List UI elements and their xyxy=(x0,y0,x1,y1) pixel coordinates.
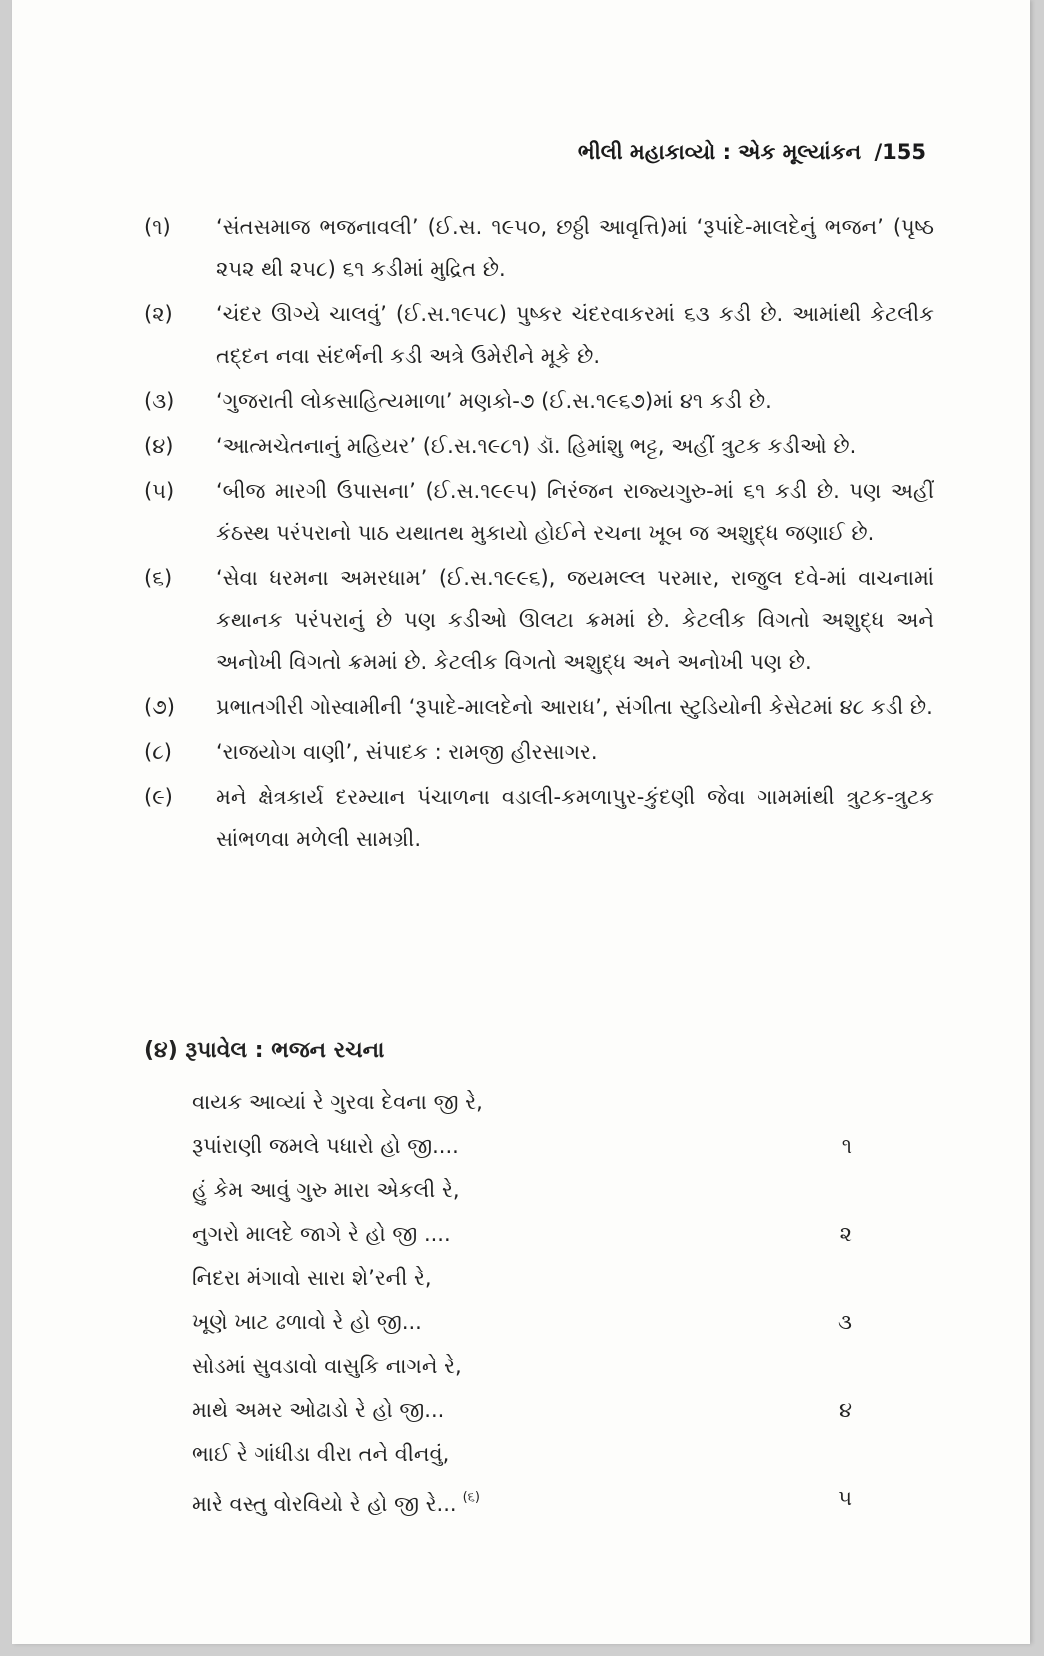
reference-text: મને ક્ષેત્રકાર્ય દરમ્યાન પંચાળના વડાલી-કમળાપુર-કુંદણી જેવા ગામમાંથી ત્રુટક-ત્રુટક સાંભળવા મળેલી સામગ્રી. xyxy=(216,785,934,851)
verse-text: રૂપાંરાણી જમલે પધારો હો જી.... xyxy=(192,1134,459,1158)
verse-line xyxy=(192,1212,852,1256)
verse-line xyxy=(192,1344,852,1388)
verse-block xyxy=(192,1080,852,1520)
verse-number: ૧ xyxy=(841,1134,852,1158)
book-page xyxy=(12,0,1030,1644)
section-heading: (૪) રૂપાવેલ : ભજન રચના xyxy=(144,1038,385,1063)
verse-line xyxy=(192,1432,852,1476)
reference-item xyxy=(144,293,934,377)
reference-item xyxy=(144,557,934,683)
reference-item xyxy=(144,380,934,422)
reference-item xyxy=(144,776,934,860)
footnote-marker: (૬) xyxy=(462,1490,481,1505)
verse-text: સોડમાં સુવડાવો વાસુકિ નાગને રે, xyxy=(192,1354,462,1378)
reference-number: (૭) xyxy=(144,695,175,719)
reference-text: ‘રાજયોગ વાણી’, સંપાદક : રામજી હીરસાગર. xyxy=(216,740,598,764)
verse-line xyxy=(192,1124,852,1168)
verse-text: નિદરા મંગાવો સારા શે’રની રે, xyxy=(192,1266,432,1290)
reference-number: (૫) xyxy=(144,479,175,503)
header-title: ભીલી મહાકાવ્યો : એક મૂલ્યાંકન xyxy=(577,140,862,164)
verse-text: ભાઈ રે ગાંધીડા વીરા તને વીનવું, xyxy=(192,1442,450,1466)
reference-item xyxy=(144,206,934,290)
reference-number: (૬) xyxy=(144,566,173,590)
verse-line xyxy=(192,1388,852,1432)
verse-line xyxy=(192,1256,852,1300)
reference-number: (૧) xyxy=(144,215,171,239)
reference-text: ‘ગુજરાતી લોકસાહિત્યમાળા’ મણકો-૭ (ઈ.સ.૧૯૬૭)માં ૪૧ કડી છે. xyxy=(216,389,772,413)
verse-text: નુગરો માલદે જાગે રે હો જી .... xyxy=(192,1222,451,1246)
verse-text: મારે વસ્તુ વોરવિયો રે હો જી રે... xyxy=(192,1492,457,1516)
reference-text: ‘આત્મચેતનાનું મહિયર’ (ઈ.સ.૧૯૮૧) ડૉ. હિમાંશુ ભટ્ટ, અહીં ત્રુટક કડીઓ છે. xyxy=(216,434,857,458)
reference-number: (૪) xyxy=(144,434,174,458)
verse-line xyxy=(192,1080,852,1124)
reference-number: (૮) xyxy=(144,740,172,764)
verse-number: ૫ xyxy=(838,1486,852,1510)
reference-number: (૯) xyxy=(144,785,173,809)
reference-number: (૩) xyxy=(144,389,175,413)
reference-item xyxy=(144,686,934,728)
reference-item xyxy=(144,470,934,554)
verse-number: ૨ xyxy=(839,1222,852,1246)
reference-text: ‘સેવા ધરમના અમરધામ’ (ઈ.સ.૧૯૯૬), જયમલ્લ પરમાર, રાજુલ દવે-માં વાચનામાં કથાનક પરંપરાનું છે પણ કડીઓ ઊલટા ક્રમમાં છે. કેટલીક વિગતો અશુદ્ધ અને અનોખી વિગતો ક્રમમાં છે. કેટલીક વિગતો અશુદ્ધ અને અનોખી પણ છે. xyxy=(216,566,934,674)
reference-item xyxy=(144,425,934,467)
verse-line xyxy=(192,1168,852,1212)
verse-text: હું કેમ આવું ગુરુ મારા એકલી રે, xyxy=(192,1178,460,1202)
reference-text: ‘ચંદર ઊગ્યે ચાલવું’ (ઈ.સ.૧૯૫૮) પુષ્કર ચંદરવાકરમાં ૬૩ કડી છે. આમાંથી કેટલીક તદ્દન નવા સંદર્ભની કડી અત્રે ઉમેરીને મૂકે છે. xyxy=(216,302,934,368)
reference-item xyxy=(144,731,934,773)
page-number: /155 xyxy=(874,140,926,164)
verse-line xyxy=(192,1300,852,1344)
reference-text: પ્રભાતગીરી ગોસ્વામીની ‘રૂપાદે-માલદેનો આરાધ’, સંગીતા સ્ટુડિયોની કેસેટમાં ૪૮ કડી છે. xyxy=(216,695,933,719)
reference-list xyxy=(144,206,934,863)
running-header xyxy=(578,140,926,165)
verse-text: ખૂણે ખાટ ઢળાવો રે હો જી... xyxy=(192,1310,422,1334)
verse-number: ૩ xyxy=(838,1310,852,1334)
verse-number: ૪ xyxy=(838,1398,852,1422)
reference-text: ‘સંતસમાજ ભજનાવલી’ (ઈ.સ. ૧૯૫૦, છઠ્ઠી આવૃત્તિ)માં ‘રૂપાંદે-માલદેનું ભજન’ (પૃષ્ઠ ૨૫૨ થી ૨૫૮) ૬૧ કડીમાં મુદ્રિત છે. xyxy=(216,215,934,281)
verse-text: વાયક આવ્યાં રે ગુરવા દેવના જી રે, xyxy=(192,1090,483,1114)
reference-number: (૨) xyxy=(144,302,173,326)
verse-text: માથે અમર ઓઢાડો રે હો જી... xyxy=(192,1398,445,1422)
verse-line xyxy=(192,1476,852,1520)
reference-text: ‘બીજ મારગી ઉપાસના’ (ઈ.સ.૧૯૯૫) નિરંજન રાજ્યગુરુ-માં ૬૧ કડી છે. પણ અહીં કંઠસ્થ પરંપરાનો પાઠ યથાતથ મુકાયો હોઈને રચના ખૂબ જ અશુદ્ધ જણાઈ છે. xyxy=(216,479,934,545)
